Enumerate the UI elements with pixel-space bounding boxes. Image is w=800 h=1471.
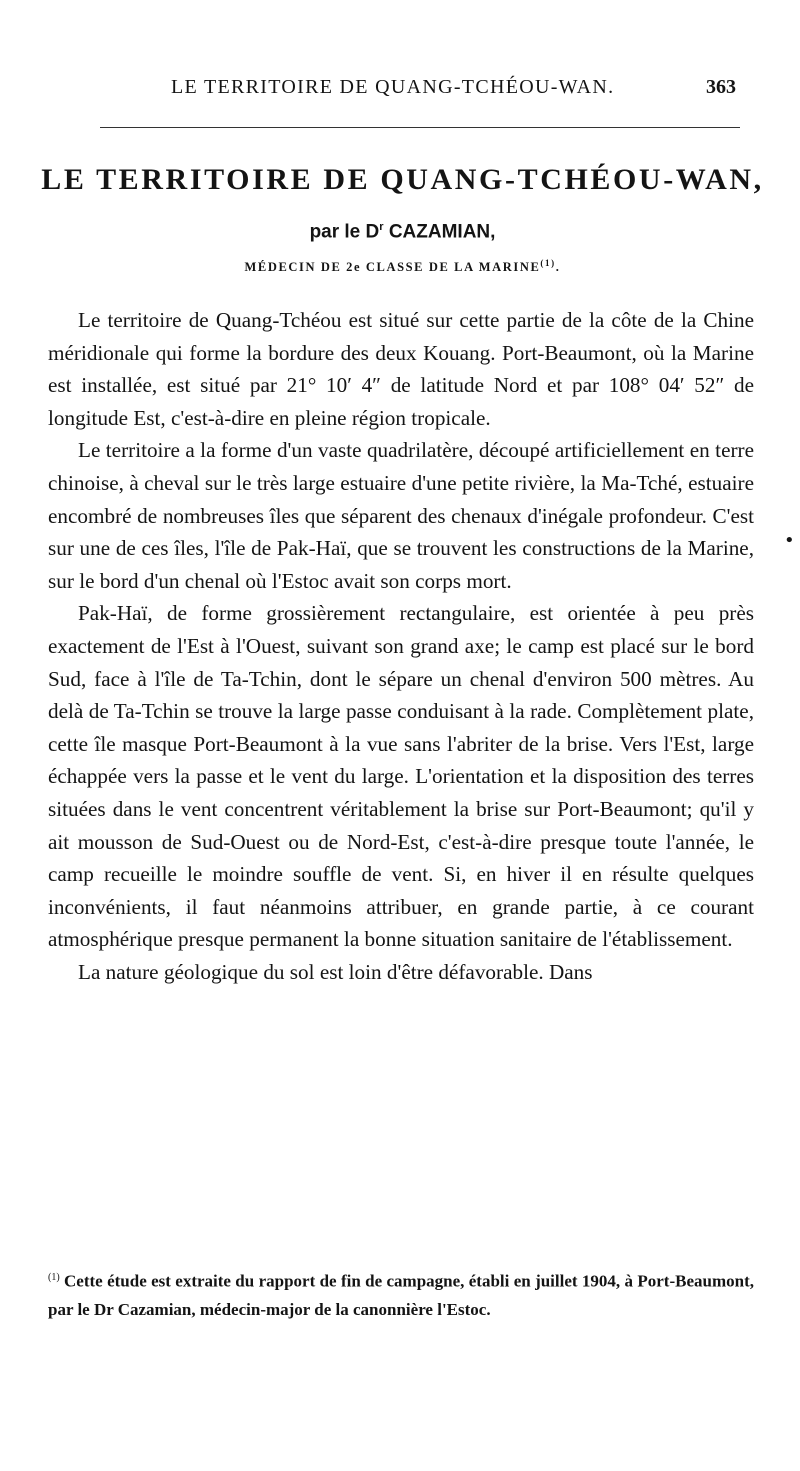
author-prefix: par le D <box>309 221 380 243</box>
author-affiliation <box>40 258 765 275</box>
running-head <box>50 76 750 106</box>
affiliation-end: . <box>555 260 561 275</box>
author-line <box>40 221 765 243</box>
paragraph-4: La nature géologique du sol est loin d'être défavorable. Dans <box>78 959 593 984</box>
body-text <box>48 304 754 988</box>
footnote-mark: (1) <box>48 1272 60 1283</box>
header-rule <box>100 127 740 128</box>
paragraph-1: Le territoire de Quang-Tchéou est situé sur cette partie de la côte de la Chine méridionale qui forme la bordure des deux Kouang. Port-Beaumont, où la Marine est installée, est situé par 21° 10′ 4″ de latitude Nord et par 108° 04′ 52″ de longitude Est, c'est-à-dire en pleine région tropicale. <box>48 308 754 430</box>
paragraph-3: Pak-Haï, de forme grossièrement rectangulaire, est orientée à peu près exactement de l'Est à l'Ouest, suivant son grand axe; le camp est placé sur le bord Sud, face à l'île de Ta-Tchin, dont le sépare un chenal d'environ 500 mètres. Au delà de Ta-Tchin se trouve la large passe conduisant à la rade. Complètement plate, cette île masque Port-Beaumont à la vue sans l'abriter de la brise. Vers l'Est, large échappée vers la passe et le vent du large. L'orientation et la disposition des terres situées dans le vent concentrent véritablement la brise sur Port-Beaumont; qu'il y ait mousson de Sud-Ouest ou de Nord-Est, c'est-à-dire presque toute l'année, le camp recueille le moindre souffle de vent. Si, en hiver il en résulte quelques inconvénients, il faut néanmoins attribuer, en grande partie, à ce courant atmosphérique presque permanent la bonne situation sanitaire de l'établissement. <box>48 601 754 952</box>
affiliation-text: MÉDECIN DE 2e CLASSE DE LA MARINE <box>244 260 541 275</box>
running-head-title: LE TERRITOIRE DE QUANG-TCHÉOU-WAN. <box>171 76 615 98</box>
margin-dot: • <box>784 530 795 551</box>
footnote-reference: (1) <box>540 258 556 268</box>
paragraph-2: Le territoire a la forme d'un vaste quadrilatère, découpé artificiellement en terre chinoise, à cheval sur le très large estuaire d'une petite rivière, la Ma-Tché, estuaire encombré de nombreuses îles que séparent des chenaux d'inégale profondeur. C'est sur une de ces îles, l'île de Pak-Haï, que se trouvent les constructions de la Marine, sur le bord d'un chenal où l'Estoc avait son corps mort. <box>48 438 754 593</box>
article-title: LE TERRITOIRE DE QUANG-TCHÉOU-WAN, <box>41 163 764 196</box>
author-prefix-sup: r <box>379 221 384 233</box>
author-name: CAZAMIAN, <box>388 221 496 243</box>
footnote-text: Cette étude est extraite du rapport de fin de campagne, établi en juillet 1904, à Port-Beaumont, par le Dr Cazamian, médecin-major de la canonnière l'Estoc. <box>48 1271 754 1319</box>
page-number: 363 <box>706 76 736 98</box>
footnote <box>48 1264 754 1324</box>
